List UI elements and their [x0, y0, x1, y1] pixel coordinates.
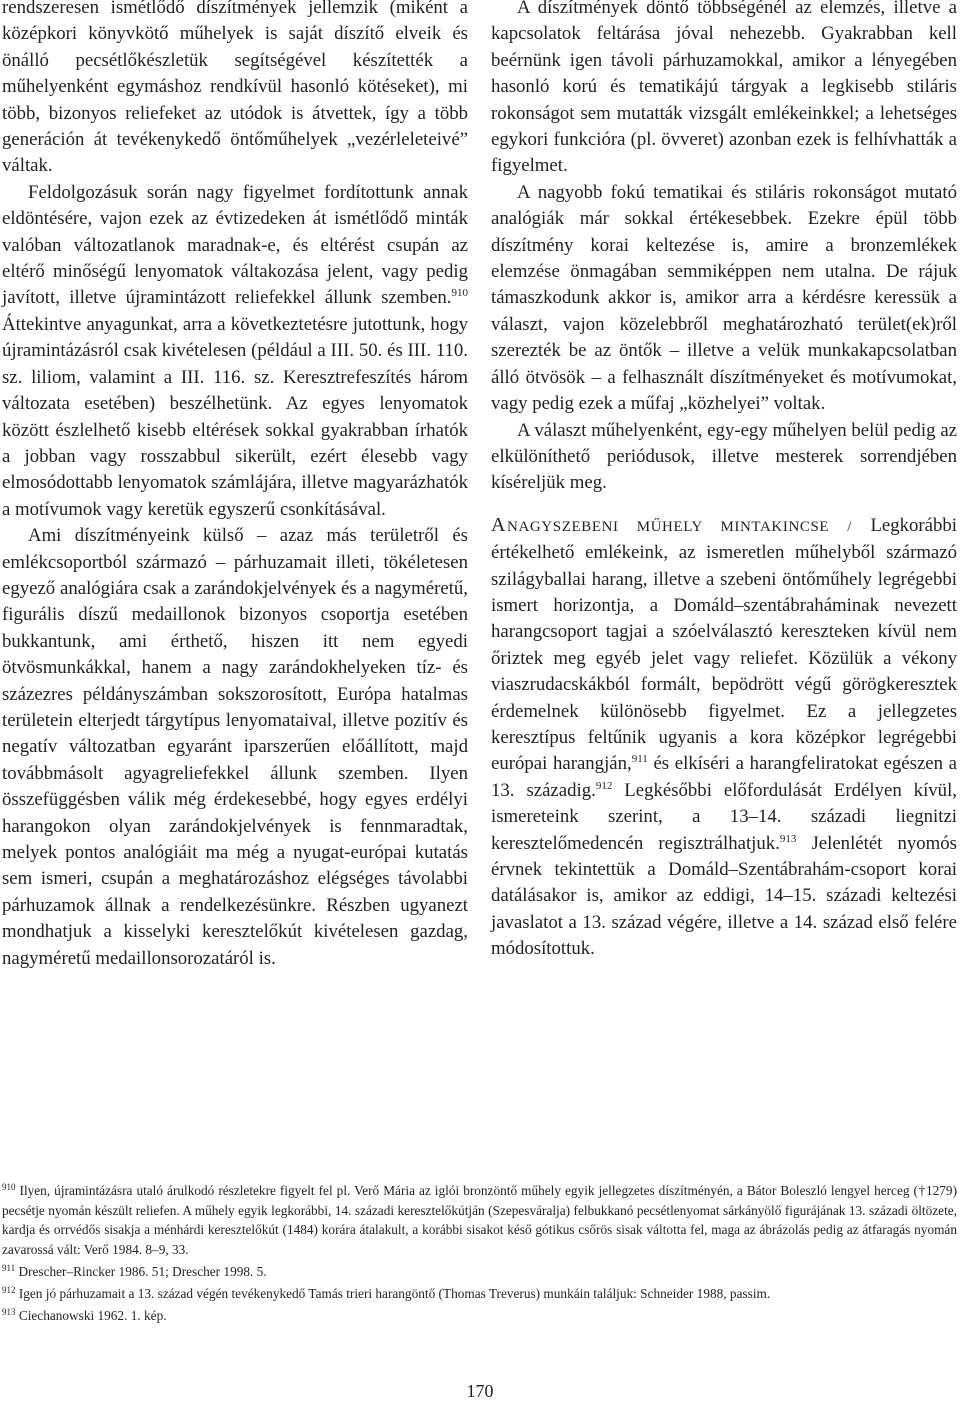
footnotes: [2, 1181, 957, 1328]
footnote-ref-910[interactable]: 910: [451, 287, 468, 300]
footnote: [2, 1284, 957, 1304]
footnote: [2, 1306, 957, 1326]
paragraph-text: és elkíséri a harangfeliratokat egészen a 13. századig.: [491, 753, 957, 801]
footnote-text: Ciechanowski 1962. 1. kép.: [15, 1307, 167, 1323]
footnote-ref-913[interactable]: 913: [779, 832, 797, 845]
footnote-text: Igen jó párhuzamait a 13. század végén tevékenykedő Tamás trieri harangöntő (Thomas Treverus) munkáin találjuk: Schneider 1988, passim.: [15, 1285, 771, 1301]
paragraph-text: Jelenlétét nyomós érvnek tekintettük a Domáld–Szentábrahám-csoport korai datálásakor is, amikor az eddigi, 14–15. századi keltezési javaslatot a 13. század végére, illetve a 14. század első felére módosítottuk.: [491, 832, 957, 960]
paragraph: rendszeresen ismétlődő díszítmények jellemzik (miként a középkori könyvkötő műhelyek is saját díszítő elveik és önálló pecsétlőkészletük segítségével készítették a műhelyenként egymáshoz rendkívül hasonló kötéseket), mi több, bizonyos reliefeket az utódok is átvettek, így a több generáción át tevékenykedő öntőműhelyek „vezérleleteivé” váltak.: [2, 0, 468, 177]
footnote-number: 913: [2, 1306, 16, 1317]
footnote-ref-911[interactable]: 911: [631, 753, 648, 766]
page-number: 170: [466, 1381, 494, 1401]
footnote-number: 912: [2, 1284, 16, 1295]
section-heading: NAGYSZEBENI MŰHELY MINTAKINCSE /: [507, 518, 853, 535]
right-column: [491, 0, 957, 963]
paragraph-text: Legkésőbbi előfordulását Erdélyen kívül, ismereteink szerint, a 13–14. századi liegnitzi keresztelőmedencén regisztrálhatjuk.: [491, 779, 957, 854]
left-column: [2, 0, 468, 972]
paragraph-text: Áttekintve anyagunkat, arra a következtetésre jutottunk, hogy újramintázásról csak kivételesen (például a III. 50. és III. 110. sz. liliom, valamint a III. 116. sz. Keresztrefeszítés három változata esetében) beszélhetünk. Az egyes lenyomatok között észlelhető kisebb eltérések sokkal gyakrabban írhatók a jobban vagy rosszabbul sikerült, ezért élesebb vagy elmosódottabb lenyomatok számlájára, illetve magyarázhatók a motívumok vagy keretük egyszerű csonkításával.: [2, 313, 468, 520]
paragraph-text: Legkorábbi értékelhető emlékeink, az ismeretlen műhelyből származó szilágyballai harang, illetve a szebeni öntőműhely legrégebbi ismert horizontja, a Domáld–szentábraháminak nevezett harangcsoport tagjai a szóelválasztó kereszteken kívül nem őriztek meg egyéb jelet vagy reliefet. Közülük a vékony viaszrudacskákból formált, bepödrött végű görögkeresztek érdemelnek különösebb figyelmet. Ez a jellegzetes keresztípus feltűnik ugyanis a kora középkor legrégebbi európai harangján,: [491, 514, 958, 775]
footnote: [2, 1181, 957, 1259]
paragraph: A választ műhelyenként, egy-egy műhelyen belül pedig az elkülöníthető periódusok, illetve mesterek sorrendjében kíséreljük meg.: [491, 419, 957, 494]
footnote-number: 911: [2, 1262, 16, 1273]
footnote-ref-912[interactable]: 912: [595, 779, 613, 792]
footnote-text: Drescher–Rincker 1986. 51; Drescher 1998. 5.: [15, 1263, 267, 1279]
footnote: [2, 1262, 957, 1282]
section-heading-initial: A: [491, 513, 506, 536]
paragraph-text: Feldolgozásuk során nagy figyelmet fordítottunk annak eldöntésére, vajon ezek az évtizedeken át ismétlődő minták valóban változatlanok maradnak-e, és eltérést csupán az eltérő minőségű lenyomatok váltakozása jelent, vagy pedig javított, illetve újramintázott reliefekkel állunk szemben.: [2, 181, 468, 309]
paragraph: Ami díszítményeink külső – azaz más területről és emlékcsoportból származó – párhuzamait illeti, tökéletesen egyező analógiára csak a zarándokjelvények és a nagyméretű, figurális díszű medaillonok bizonyos csoportja esetében bukkantunk, ami érthető, hiszen itt nem egyedi ötvösmunkákkal, hanem a nagy zarándokhelyeken tíz- és százezres példányszámban sokszorosított, Európa hatalmas területein elterjedt tárgytípus lenyomataival, illetve pozitív és negatív változatban egyaránt iparszerűen előállított, majd továbbmásolt agyagreliefekkel állunk szemben. Ilyen összefüggésben válik még érdekesebbé, hogy egyes erdélyi harangokon olyan zarándokjelvények is fennmaradtak, melyek pontos analógiáit ma még a nyugat-európai kutatás sem ismeri, csupán a meghatározáshoz elégséges távolabbi párhuzamok állnak a rendelkezésünkre. Részben ugyanezt mondhatjuk a kisselyki keresztelőkút kivételesen gazdag, nagyméretű medaillonsorozatáról is.: [2, 525, 468, 969]
paragraph: [2, 180, 468, 523]
paragraph: A díszítmények döntő többségénél az elemzés, illetve a kapcsolatok feltárása jóval nehezebb. Gyakrabban kell beérnünk igen távoli párhuzamokkal, amikor a lényegében hasonló korú és tematikájú tárgyak a legkisebb stiláris rokonságot sem mutatták vizsgált emlékeinkkel; a lehetséges egykori funkcióra (pl. övveret) azonban ezek is felhívhatták a figyelmet.: [491, 0, 957, 177]
paragraph: A nagyobb fokú tematikai és stiláris rokonságot mutató analógiák már sokkal értékesebbek. Ezekre épül több díszítmény korai keltezése is, amire a bronzemlékek elemzése önmagában semmiképpen nem utalna. De rájuk támaszkodunk akkor is, amikor arra a kérdésre keressük a választ, vajon közelebbről meghatározható terület(ek)ről szerezték be az öntők – illetve a velük munkakapcsolatban álló ötvösök – a felhasznált díszítményeket és motívumokat, vagy pedig ezek a műfaj „közhelyei” voltak.: [491, 181, 957, 415]
section-paragraph: [491, 512, 957, 963]
footnote-number: 910: [2, 1182, 16, 1192]
footnote-text: Ilyen, újramintázásra utaló árulkodó részletekre figyelt fel pl. Verő Mária az iglói bronzöntő műhely egyik jellegzetes díszítményén, a Bátor Boleszló lengyel herceg (†1279) pecsétje nyomán készült reliefen. A műhely egyik legkorábbi, 14. századi keresztelőkútján (Szepesváralja) felbukkanó pecsétlenyomat sárkányölő figurájának 13. századi öltözete, kardja és orrvédős sisakja a ménhárdi keresztelőkút (1484) korára átalakult, a korábbi sisakot késő gótikus csőrös sisak váltotta fel, maga az ábrázolás pedig az átfaragás nyomán zavarossá vált: Verő 1984. 8–9, 33.: [2, 1183, 957, 1257]
